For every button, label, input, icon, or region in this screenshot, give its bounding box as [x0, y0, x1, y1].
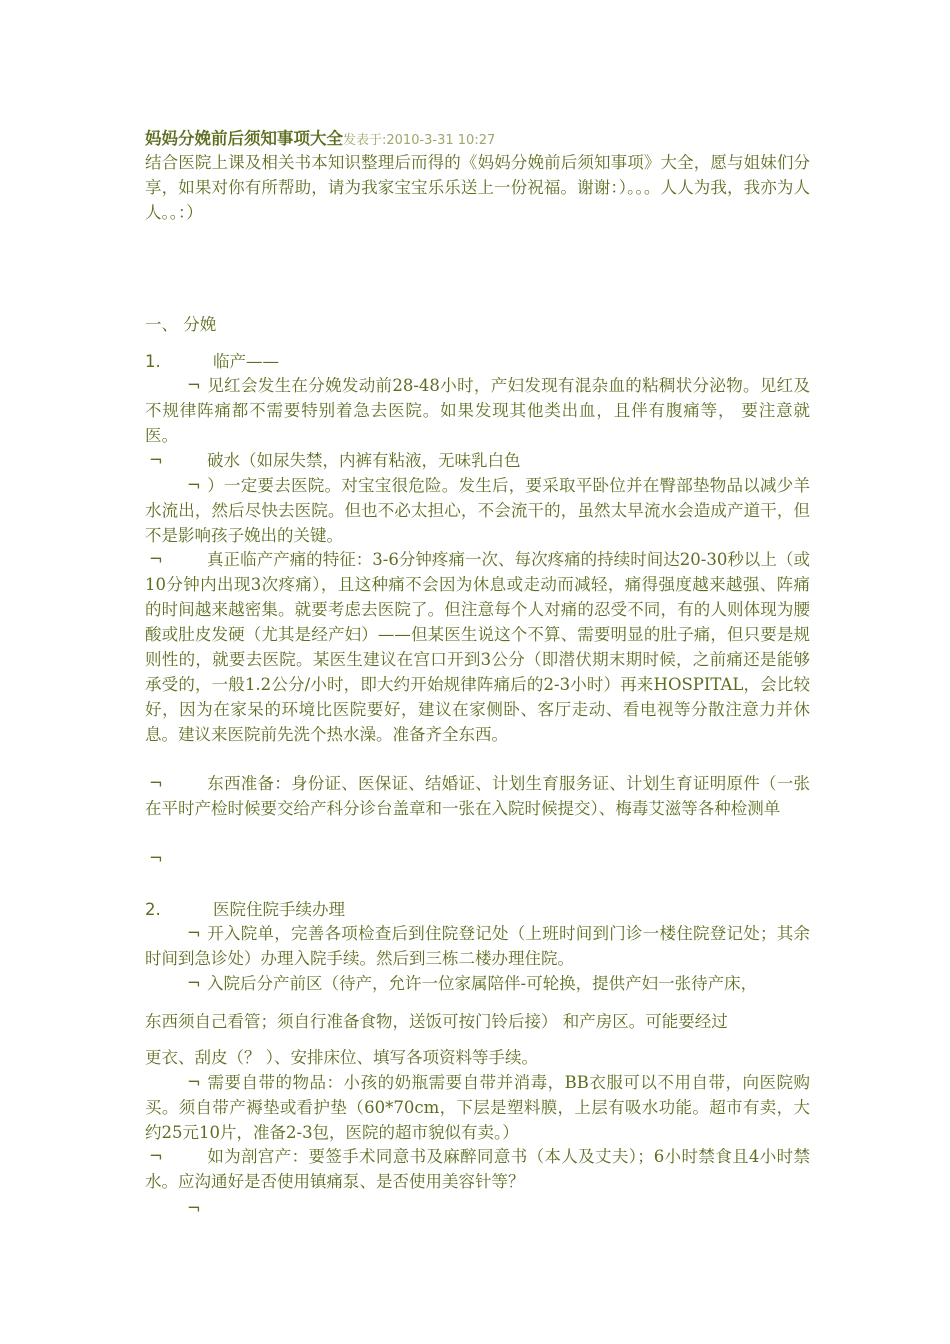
item2-title: 医院住院手续办理	[213, 900, 345, 919]
item2-number: 2.	[145, 900, 161, 919]
title-line	[145, 125, 495, 149]
item2-trailing-bullet	[145, 1196, 207, 1221]
bullet-mark: ¬	[149, 1147, 163, 1166]
bullet-mark: ¬	[149, 451, 163, 470]
item2-heading	[145, 897, 345, 922]
article-title: 妈妈分娩前后须知事项大全	[145, 129, 343, 148]
item2-paragraph-4: ¬ 如为剖宫产：要签手术同意书及麻醉同意书（本人及丈夫）；6小时禁食且4小时禁水。应沟通好是否使用镇痛泵、是否使用美容针等？	[145, 1144, 810, 1194]
bullet-mark: ¬	[149, 774, 163, 793]
item1-paragraph-4: ¬ 真正临产产痛的特征：3-6分钟疼痛一次、每次疼痛的持续时间达20-30秒以上（或10分钟内出现3次疼痛），且这种痛不会因为休息或走动而减轻，痛得强度越来越强、阵痛的时间越来越密集。就要考虑去医院了。但注意每个人对痛的忍受不同，有的人则体现为腰酸或肚皮发硬（尤其是经产妇）——但某医生说这个不算、需要明显的肚子痛，但只要是规则性的，就要去医院。某医生建议在宫口开到3公分（即潜伏期末期时候，之前痛还是能够承受的，一般1.2公分/小时，即大约开始规律阵痛后的2-3小时）再来HOSPITAL，会比较好，因为在家呆的环境比医院要好，建议在家侧卧、客厅走动、看电视等分散注意力并休息。建议来医院前先洗个热水澡。准备齐全东西。	[145, 547, 810, 747]
bullet-mark: ¬	[187, 376, 201, 395]
bullet-mark: ¬	[149, 849, 163, 868]
post-date: 发表于:2010-3-31 10:27	[343, 133, 496, 148]
bullet-mark: ¬	[187, 974, 201, 993]
item2-paragraph-2-line-2: 东西须自己看管；须自行准备食物，送饭可按门铃后接） 和产房区。可能要经过	[145, 1012, 728, 1031]
bullet-mark: ¬	[187, 476, 201, 495]
intro-paragraph: 结合医院上课及相关书本知识整理后而得的《妈妈分娩前后须知事项》大全，愿与姐妹们分享，如果对你有所帮助，请为我家宝宝乐乐送上一份祝福。谢谢：）。。。人人为我，我亦为人人。。：）	[145, 153, 810, 222]
bullet-mark: ¬	[187, 1199, 201, 1218]
bullet-mark: ¬	[187, 1073, 201, 1092]
item1-paragraph-5: ¬ 东西准备：身份证、医保证、结婚证、计划生育服务证、计划生育证明原件（一张在平时产检时候要交给产科分诊台盖章和一张在入院时候提交）、梅毒艾滋等各种检测单	[145, 771, 810, 821]
item1-heading	[145, 349, 279, 374]
item1-paragraph-1: ¬ 见红会发生在分娩发动前28-48小时，产妇发现有混杂血的粘稠状分泌物。见红及不规律阵痛都不需要特别着急去医院。如果发现其他类出血，且伴有腹痛等， 要注意就医。	[145, 373, 810, 448]
bullet-mark: ¬	[149, 550, 163, 569]
item2-paragraph-1: ¬ 开入院单，完善各项检查后到住院登记处（上班时间到门诊一楼住院登记处；其余时间到急诊处）办理入院手续。然后到三栋二楼办理住院。	[145, 921, 810, 971]
item2-paragraph-2-line-3: 更衣、刮皮（？ ）、安排床位、填写各项资料等手续。	[145, 1048, 538, 1067]
item1-paragraph-3: ¬ ）一定要去医院。对宝宝很危险。发生后，要采取平卧位并在臀部垫物品以减少羊水流出，然后尽快去医院。但也不必太担心，不会流干的，虽然太早流水会造成产道干，但不是影响孩子娩出的关键。	[145, 473, 810, 548]
bullet-mark: ¬	[187, 924, 201, 943]
item2-paragraph-2-line-1: ¬ 入院后分产前区（待产，允许一位家属陪伴-可轮换，提供产妇一张待产床，	[145, 971, 757, 996]
item1-number: 1.	[145, 352, 161, 371]
section-heading: 一、 分娩	[145, 315, 217, 334]
item1-title: 临产——	[213, 352, 279, 371]
item2-paragraph-3: ¬ 需要自带的物品：小孩的奶瓶需要自带并消毒，BB衣服可以不用自带，向医院购买。须自带产褥垫或看护垫（60*70cm，下层是塑料膜，上层有吸水功能。超市有卖，大约25元10片，准备2-3包，医院的超市貌似有卖。）	[145, 1070, 810, 1145]
item1-trailing-bullet	[145, 846, 207, 871]
item1-paragraph-2: ¬ 破水（如尿失禁，内裤有粘液，无味乳白色	[145, 448, 521, 473]
